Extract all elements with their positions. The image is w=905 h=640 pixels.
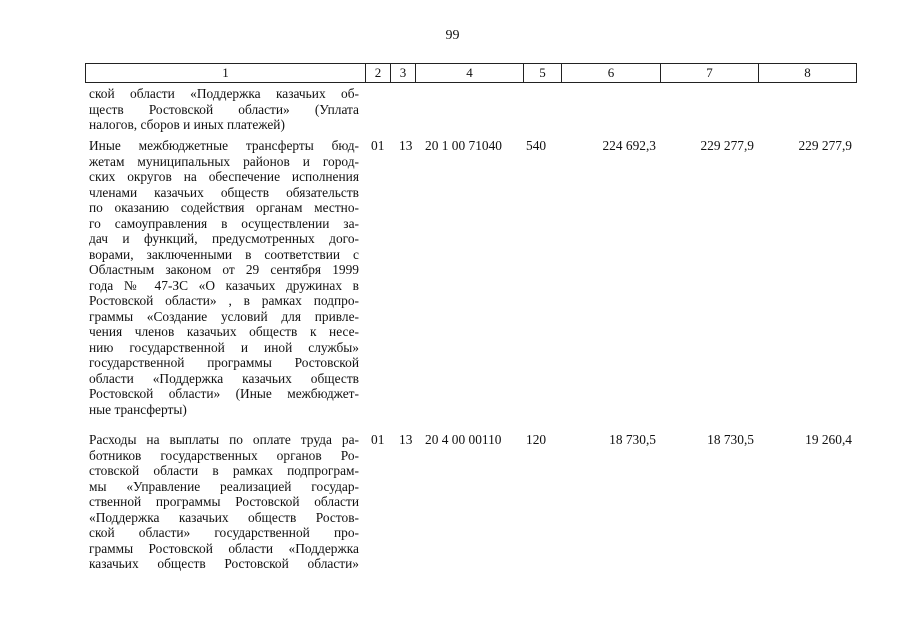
header-col-2: 2 bbox=[366, 64, 391, 82]
cell-section: 01 bbox=[371, 138, 385, 153]
header-col-8: 8 bbox=[804, 65, 811, 80]
description-line: Ростовской области» , в рамках подпро- bbox=[89, 293, 359, 308]
description-line: членами казачьих обществ обязательств bbox=[89, 184, 359, 200]
cell-amount-1: 224 692,3 bbox=[602, 138, 656, 153]
cell-amount-3: 19 260,4 bbox=[805, 432, 852, 447]
page-number: 99 bbox=[445, 28, 460, 43]
description-line: Ростовской области» (Иные межбюджет- bbox=[89, 386, 359, 401]
description-line: го самоуправления в осуществлении за- bbox=[89, 215, 359, 231]
description-line: чения членов казачьих обществ к несе- bbox=[89, 324, 359, 339]
description-line: дач и функций, предусмотренных дого- bbox=[89, 231, 359, 246]
description-line: ской области «Поддержка казачьих об- bbox=[89, 86, 359, 101]
cell-target-article: 20 1 00 71040 bbox=[425, 138, 502, 153]
cell-amount-1: 18 730,5 bbox=[609, 432, 656, 447]
description-line: ные трансферты) bbox=[89, 401, 187, 417]
description-line: граммы Ростовской области «Поддержка bbox=[89, 540, 359, 556]
description-line: государственной программы Ростовской bbox=[89, 355, 359, 370]
cell-amount-3: 229 277,9 bbox=[798, 138, 852, 153]
description-line: нию государственной и иной службы» bbox=[89, 339, 359, 355]
header-col-7: 7 bbox=[661, 64, 759, 82]
description-line: ботников государственных органов Ро- bbox=[89, 447, 359, 463]
description-line: Иные межбюджетные трансферты бюд- bbox=[89, 138, 359, 153]
cell-expense-type: 120 bbox=[526, 432, 547, 447]
header-col-5: 5 bbox=[524, 64, 562, 82]
cell-expense-type: 540 bbox=[526, 138, 547, 153]
header-col-1: 1 bbox=[86, 64, 366, 82]
header-col-3: 3 bbox=[391, 64, 416, 82]
description-line: ворами, заключенными в соответствии с bbox=[89, 246, 359, 262]
description-line: ской области» государственной про- bbox=[89, 525, 359, 540]
header-col-6: 6 bbox=[562, 64, 661, 82]
description-line: по оказанию содействия органам местно- bbox=[89, 200, 359, 215]
cell-subsection: 13 bbox=[399, 138, 413, 153]
description-line: граммы «Создание условий для привле- bbox=[89, 308, 359, 324]
description-line: «Поддержка казачьих обществ Ростов- bbox=[89, 509, 359, 525]
row-description bbox=[89, 432, 359, 572]
description-line: казачьих обществ Ростовской области» bbox=[89, 556, 359, 571]
row-description bbox=[89, 138, 359, 417]
description-line: стовской области в рамках подпрограм- bbox=[89, 463, 359, 478]
description-line: налогов, сборов и иных платежей) bbox=[89, 117, 285, 132]
description-line: Расходы на выплаты по оплате труда ра- bbox=[89, 432, 359, 447]
table-header bbox=[85, 63, 857, 83]
description-line: года № 47-ЗС «О казачьих дружинах в bbox=[89, 277, 359, 293]
cell-section: 01 bbox=[371, 432, 385, 447]
row-description bbox=[89, 86, 359, 133]
description-line: Областным законом от 29 сентября 1999 bbox=[89, 262, 359, 277]
header-col-4: 4 bbox=[416, 64, 524, 82]
cell-subsection: 13 bbox=[399, 432, 413, 447]
cell-target-article: 20 4 00 00110 bbox=[425, 432, 502, 447]
description-line: ственной программы Ростовской области bbox=[89, 494, 359, 509]
description-line: области «Поддержка казачьих обществ bbox=[89, 370, 359, 386]
description-line: ществ Ростовской области» (Уплата bbox=[89, 101, 359, 117]
cell-amount-2: 229 277,9 bbox=[700, 138, 754, 153]
description-line: жетам муниципальных районов и город- bbox=[89, 153, 359, 169]
description-line: мы «Управление реализацией государ- bbox=[89, 478, 359, 494]
cell-amount-2: 18 730,5 bbox=[707, 432, 754, 447]
description-line: ских округов на обеспечение исполнения bbox=[89, 169, 359, 184]
